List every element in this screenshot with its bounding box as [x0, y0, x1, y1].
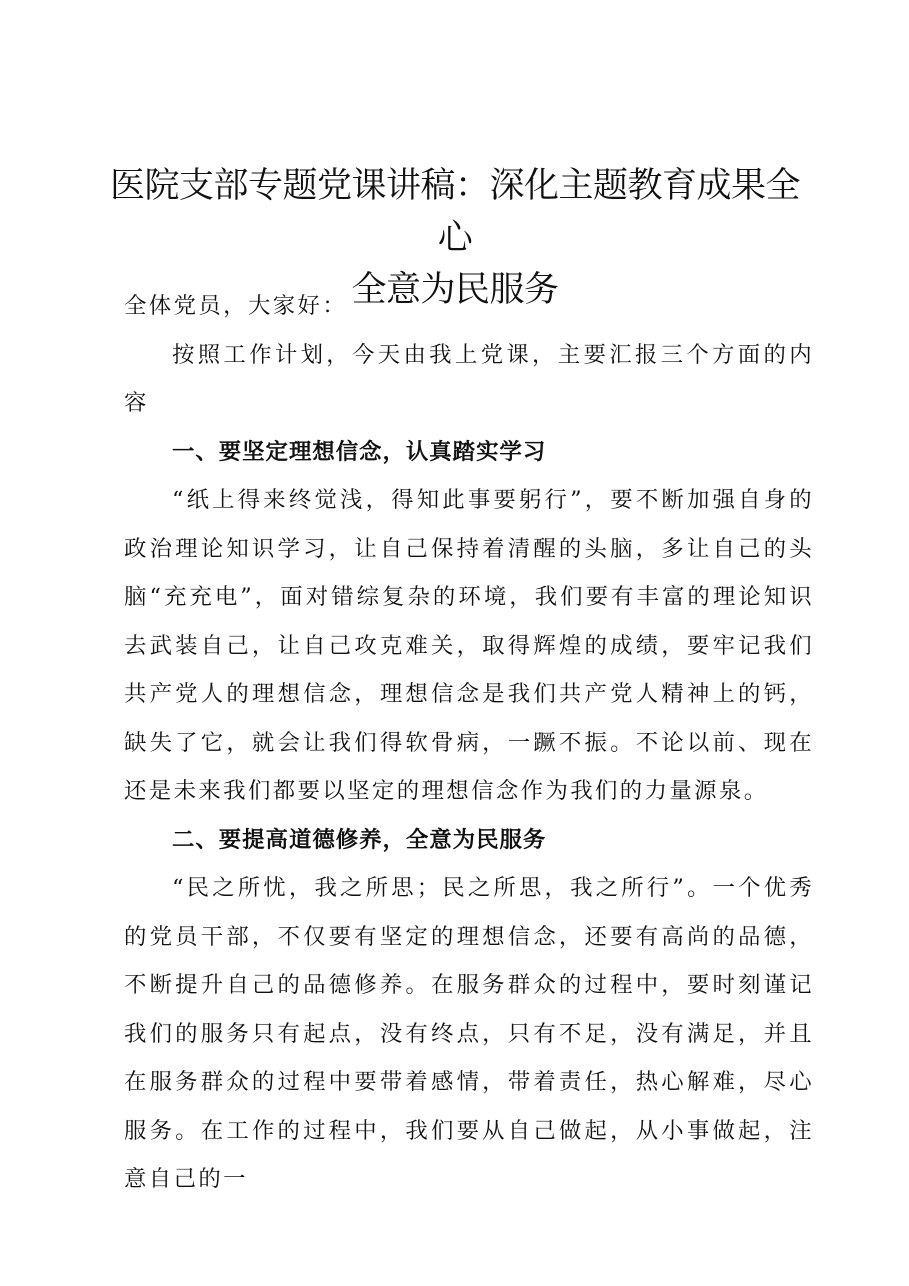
- title-line-1: 医院支部专题党课讲稿：深化主题教育成果全心: [109, 166, 800, 258]
- section-1-paragraph: “纸上得来终觉浅，得知此事要躬行”，要不断加强自身的政治理论知识学习，让自己保持着清醒的头脑，多让自己的头脑“充充电”，面对错综复杂的环境，我们要有丰富的理论知识去武装自己，让自己攻克难关，取得辉煌的成绩，要牢记我们共产党人的理想信念，理想信念是我们共产党人精神上的钙，缺失了它，就会让我们得软骨病，一蹶不振。不论以前、现在还是未来我们都要以坚定的理想信念作为我们的力量源泉。: [124, 487, 814, 804]
- section-2-heading: 二、要提高道德修养，全意为民服务: [172, 826, 547, 853]
- intro-paragraph: 按照工作计划，今天由我上党课，主要汇报三个方面的内容: [124, 341, 814, 416]
- section-2-paragraph: “民之所忧，我之所思；民之所思，我之所行”。一个优秀的党员干部，不仅要有坚定的理想信念，还要有高尚的品德，不断提升自己的品德修养。在服务群众的过程中，要时刻谨记我们的服务只有起点，没有终点，只有不足，没有满足，并且在服务群众的过程中要带着感情，带着责任，热心解难，尽心服务。在工作的过程中，我们要从自己做起，从小事做起，注意自己的一: [124, 875, 814, 1192]
- title-line-2: 全意为民服务: [351, 270, 559, 310]
- greeting: 全体党员，大家好：: [124, 293, 348, 319]
- section-1-heading: 一、要坚定理想信念，认真踏实学习: [172, 438, 547, 465]
- document-body: [124, 282, 814, 1204]
